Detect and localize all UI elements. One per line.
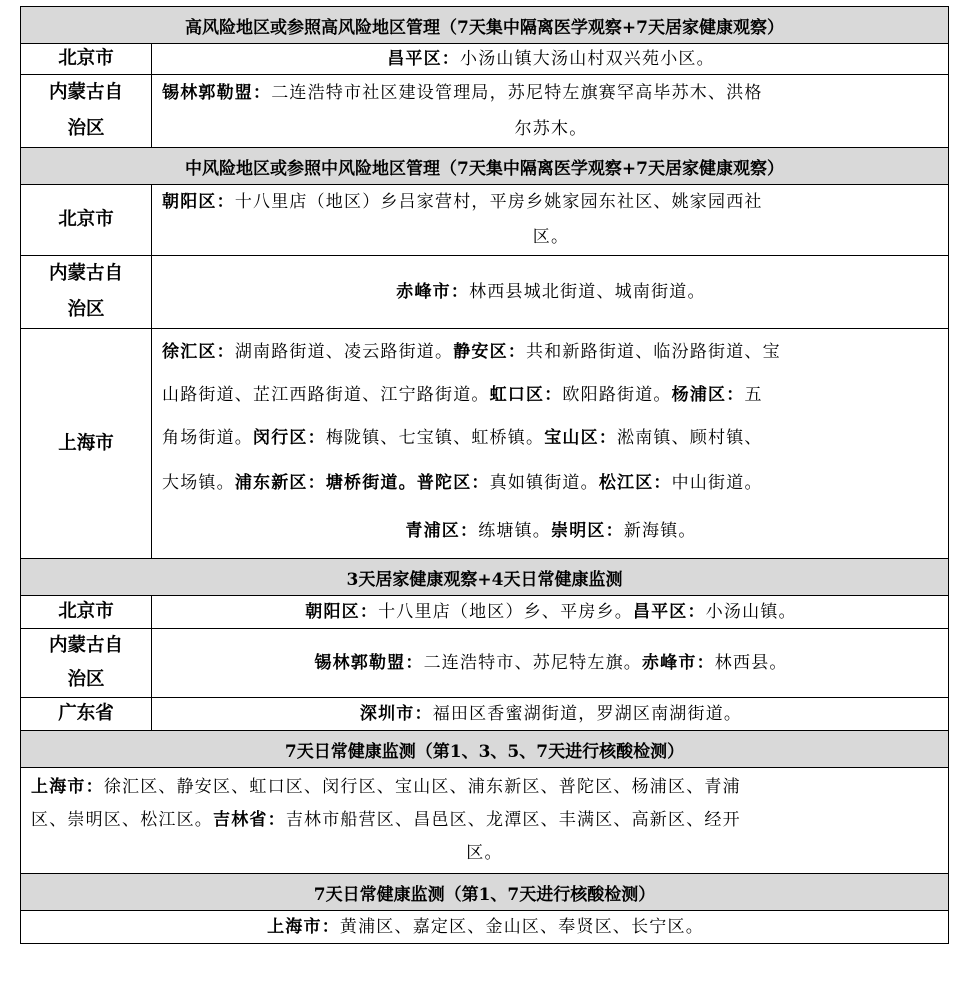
area-text-continuation: 尔苏木。 xyxy=(514,119,588,139)
region-cell xyxy=(21,629,152,698)
area-text: 十八里店（地区）乡、平房乡。 xyxy=(378,602,633,622)
district-label: 闵行区： xyxy=(253,428,326,448)
table-row xyxy=(21,75,949,148)
area-cell xyxy=(152,596,949,629)
area-text: 吉林市船营区、昌邑区、龙潭区、丰满区、高新区、经开 xyxy=(285,810,741,830)
risk-area-table xyxy=(20,6,949,944)
section-header-daily-monitoring-17 xyxy=(21,874,949,911)
table-row xyxy=(21,44,949,75)
area-text: 湖南路街道、凌云路街道。 xyxy=(234,342,454,362)
district-label: 宝山区： xyxy=(544,428,618,448)
area-text: 林西县。 xyxy=(714,653,788,673)
risk-area-table-wrapper xyxy=(20,6,948,944)
area-text: 中山街道。 xyxy=(671,473,763,493)
area-text: 五 xyxy=(744,385,763,405)
province-label: 吉林省： xyxy=(213,810,286,830)
table-row xyxy=(21,768,949,874)
region-line: 治区 xyxy=(67,299,105,320)
table-row xyxy=(21,698,949,731)
area-text: 塘桥街道。 xyxy=(325,473,417,493)
region-cell xyxy=(21,75,152,148)
district-label: 静安区： xyxy=(453,342,527,362)
province-label: 上海市： xyxy=(267,917,340,937)
area-text: 林西县城北街道、城南街道。 xyxy=(469,282,706,302)
district-label: 普陀区： xyxy=(416,473,490,493)
section-title: 3天居家健康观察+4天日常健康监测 xyxy=(21,559,949,596)
district-label: 锡林郭勒盟： xyxy=(314,653,424,673)
area-text: 淞南镇、顾村镇、 xyxy=(617,428,763,448)
area-cell xyxy=(152,629,949,698)
area-text: 欧阳路街道。 xyxy=(562,385,672,405)
district-label: 赤峰市： xyxy=(396,282,470,302)
district-label: 朝阳区： xyxy=(162,192,235,212)
area-cell xyxy=(21,911,949,944)
table-row xyxy=(21,185,949,256)
table-row xyxy=(21,596,949,629)
region-cell: 上海市 xyxy=(21,329,152,559)
district-label: 锡林郭勒盟： xyxy=(162,83,272,103)
area-cell xyxy=(21,768,949,874)
area-text: 练塘镇。 xyxy=(478,521,551,541)
section-header-high-risk xyxy=(21,7,949,44)
area-text: 二连浩特市、苏尼特左旗。 xyxy=(423,653,642,673)
area-cell xyxy=(152,185,949,256)
district-label: 昌平区： xyxy=(387,49,460,69)
region-line: 治区 xyxy=(67,669,105,690)
area-text: 十八里店（地区）乡吕家营村，平房乡姚家园东社区、姚家园西社 xyxy=(234,192,763,212)
district-label: 松江区： xyxy=(598,473,672,493)
area-cell xyxy=(152,256,949,329)
region-line: 内蒙古自 xyxy=(48,263,123,284)
section-header-home-observation xyxy=(21,559,949,596)
area-text: 山路街道、芷江西路街道、江宁路街道。 xyxy=(162,385,490,405)
province-label: 上海市： xyxy=(31,777,104,797)
area-text: 小汤山镇大汤山村双兴苑小区。 xyxy=(460,49,715,69)
area-text: 黄浦区、嘉定区、金山区、奉贤区、长宁区。 xyxy=(339,917,704,937)
area-text: 区、崇明区、松江区。 xyxy=(31,810,213,830)
district-label: 昌平区： xyxy=(632,602,706,622)
region-cell: 广东省 xyxy=(21,698,152,731)
area-text: 小汤山镇。 xyxy=(705,602,797,622)
region-line: 内蒙古自 xyxy=(48,635,123,656)
district-label: 赤峰市： xyxy=(641,653,715,673)
district-label: 虹口区： xyxy=(489,385,563,405)
region-line: 内蒙古自 xyxy=(48,82,123,103)
area-cell xyxy=(152,75,949,148)
area-text: 新海镇。 xyxy=(623,521,697,541)
area-text: 真如镇街道。 xyxy=(489,473,599,493)
region-line: 治区 xyxy=(67,118,105,139)
section-title: 中风险地区或参照中风险地区管理（7天集中隔离医学观察+7天居家健康观察） xyxy=(21,148,949,185)
area-text: 梅陇镇、七宝镇、虹桥镇。 xyxy=(325,428,545,448)
area-text-continuation: 区。 xyxy=(532,227,570,247)
area-text-continuation: 区。 xyxy=(466,843,503,863)
area-cell xyxy=(152,44,949,75)
area-text: 大场镇。 xyxy=(162,473,235,493)
area-cell xyxy=(152,329,949,559)
region-cell: 北京市 xyxy=(21,185,152,256)
section-header-daily-monitoring-1357 xyxy=(21,731,949,768)
district-label: 深圳市： xyxy=(359,704,433,724)
table-row xyxy=(21,329,949,559)
district-label: 杨浦区： xyxy=(671,385,745,405)
area-text: 二连浩特市社区建设管理局，苏尼特左旗赛罕高毕苏木、洪格 xyxy=(271,83,763,103)
district-label: 朝阳区： xyxy=(305,602,379,622)
table-row xyxy=(21,629,949,698)
district-label: 崇明区： xyxy=(551,521,624,541)
region-cell: 北京市 xyxy=(21,44,152,75)
area-text: 徐汇区、静安区、虹口区、闵行区、宝山区、浦东新区、普陀区、杨浦区、青浦 xyxy=(103,777,741,797)
district-label: 浦东新区： xyxy=(234,473,326,493)
district-label: 徐汇区： xyxy=(162,342,235,362)
area-text: 福田区香蜜湖街道，罗湖区南湖街道。 xyxy=(432,704,743,724)
section-title: 7天日常健康监测（第1、7天进行核酸检测） xyxy=(21,874,949,911)
table-row xyxy=(21,256,949,329)
district-label: 青浦区： xyxy=(405,521,479,541)
area-text: 共和新路街道、临汾路街道、宝 xyxy=(526,342,781,362)
area-text: 角场街道。 xyxy=(162,428,253,448)
section-title: 高风险地区或参照高风险地区管理（7天集中隔离医学观察+7天居家健康观察） xyxy=(21,7,949,44)
region-cell xyxy=(21,256,152,329)
section-title: 7天日常健康监测（第1、3、5、7天进行核酸检测） xyxy=(21,731,949,768)
section-header-mid-risk xyxy=(21,148,949,185)
area-cell xyxy=(152,698,949,731)
region-cell: 北京市 xyxy=(21,596,152,629)
table-row xyxy=(21,911,949,944)
